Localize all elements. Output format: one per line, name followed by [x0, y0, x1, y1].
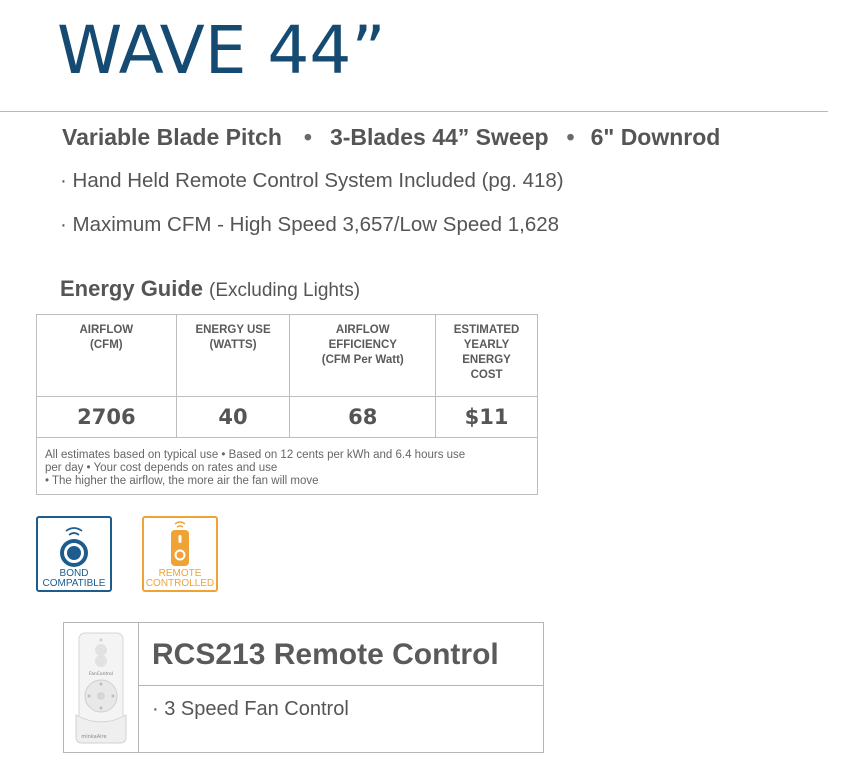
feature-separator: •: [566, 124, 575, 150]
note-line: • The higher the airflow, the more air the fan will move: [45, 475, 319, 487]
remote-control-panel: [63, 622, 544, 753]
header-airflow: [37, 315, 177, 397]
remote-controlled-badge: [142, 516, 218, 592]
energy-guide-heading: [60, 276, 360, 302]
header-airflow-efficiency: [290, 315, 436, 397]
header-line: (CFM): [90, 339, 123, 351]
value-energy-use: 40: [176, 397, 290, 438]
remote-control-feature: · 3 Speed Fan Control: [152, 698, 349, 720]
note-line: per day • Your cost depends on rates and use: [45, 462, 278, 474]
header-line: AIRFLOW: [335, 324, 390, 336]
header-energy-use: [176, 315, 290, 397]
remote-control-image: [74, 627, 130, 749]
feature-blade-pitch: Variable Blade Pitch: [62, 124, 282, 150]
value-yearly-cost: $11: [436, 397, 538, 438]
feature-highlights: [62, 124, 720, 151]
feature-downrod: 6" Downrod: [590, 124, 721, 150]
feature-separator: •: [303, 124, 312, 150]
header-line: ENERGY: [462, 354, 511, 366]
remote-control-title: RCS213 Remote Control: [152, 638, 499, 671]
feature-sweep: 3-Blades 44” Sweep: [329, 124, 549, 150]
feature-bullet-cfm: · Maximum CFM - High Speed 3,657/Low Speed 1,628: [60, 213, 560, 236]
title-divider: [0, 111, 828, 112]
product-title: WAVE 44”: [57, 12, 386, 89]
table-values-row: [37, 397, 538, 438]
header-line: ENERGY USE: [195, 324, 271, 336]
remote-brand-text: FanControl: [88, 672, 114, 677]
energy-guide-table: [36, 314, 538, 495]
feature-bullet-remote: · Hand Held Remote Control System Included (pg. 418): [60, 169, 564, 192]
header-line: (WATTS): [209, 339, 257, 351]
energy-guide-subtitle: (Excluding Lights): [209, 280, 361, 301]
remote-panel-rule: [138, 685, 543, 686]
header-estimated-cost: [436, 315, 538, 397]
header-line: (CFM Per Watt): [321, 354, 404, 366]
header-line: ESTIMATED: [453, 324, 520, 336]
header-line: YEARLY: [463, 339, 510, 351]
badge-line: COMPATIBLE: [42, 578, 106, 589]
energy-guide-title: Energy Guide: [60, 276, 204, 301]
bond-badge-label: [38, 569, 110, 589]
header-line: EFFICIENCY: [328, 339, 397, 351]
bond-icon: [38, 518, 110, 568]
header-line: COST: [470, 369, 503, 381]
table-note: [37, 438, 538, 495]
badge-line: CONTROLLED: [145, 578, 215, 589]
remote-icon: [144, 518, 216, 570]
remote-maker-text: minkaAire: [81, 734, 107, 740]
header-line: AIRFLOW: [79, 324, 134, 336]
value-efficiency: 68: [290, 397, 436, 438]
bond-compatible-badge: [36, 516, 112, 592]
table-header-row: [37, 315, 538, 397]
badge-line: REMOTE: [158, 568, 202, 579]
remote-badge-label: [144, 569, 216, 589]
badge-line: BOND: [59, 568, 89, 579]
remote-panel-divider: [138, 623, 139, 752]
table-note-row: [37, 438, 538, 495]
value-airflow: 2706: [37, 397, 177, 438]
note-line: All estimates based on typical use • Based on 12 cents per kWh and 6.4 hours use: [45, 449, 466, 461]
